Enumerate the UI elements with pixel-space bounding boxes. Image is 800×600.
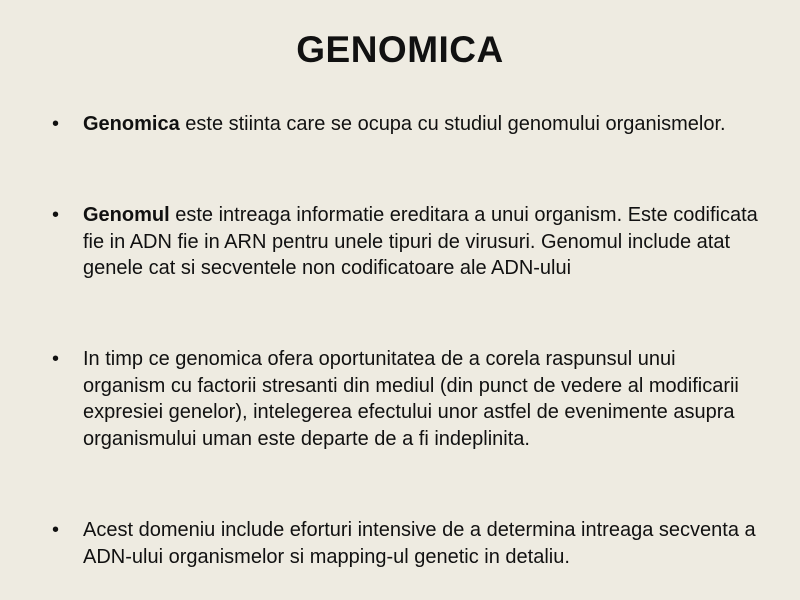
slide-title: GENOMICA [296, 29, 504, 70]
bullet-dot-icon: • [52, 113, 60, 135]
bullet-text [83, 111, 763, 138]
bullet-dot-icon: • [52, 204, 60, 226]
bullet-text [83, 517, 763, 570]
bullet-term: Genomica [83, 113, 180, 135]
bullet-dot-icon: • [52, 348, 60, 370]
bullet-text [83, 346, 763, 452]
bullet-body: Acest domeniu include eforturi intensive de a determina intreaga secventa a ADN-ului organismelor si mapping-ul genetic in detaliu. [83, 519, 756, 568]
bullet-body: este stiinta care se ocupa cu studiul genomului organismelor. [179, 113, 726, 135]
bullet-dot-icon: • [52, 519, 60, 541]
bullet-body: este intreaga informatie ereditara a unui organism. Este codificata fie in ADN fie in ARN pentru unele tipuri de virusuri. Genomul include atat genele cat si secventele non codificatoare ale ADN-ului [83, 204, 758, 279]
bullet-body: In timp ce genomica ofera oportunitatea de a corela raspunsul unui organism cu factorii stresanti din mediul (din punct de vedere al modificarii expresiei genelor), intelegerea efectului unor astfel de evenimente asupra organismului uman este departe de a fi indeplinita. [83, 348, 739, 450]
bullet-term: Genomul [83, 204, 170, 226]
bullet-text [83, 202, 763, 282]
